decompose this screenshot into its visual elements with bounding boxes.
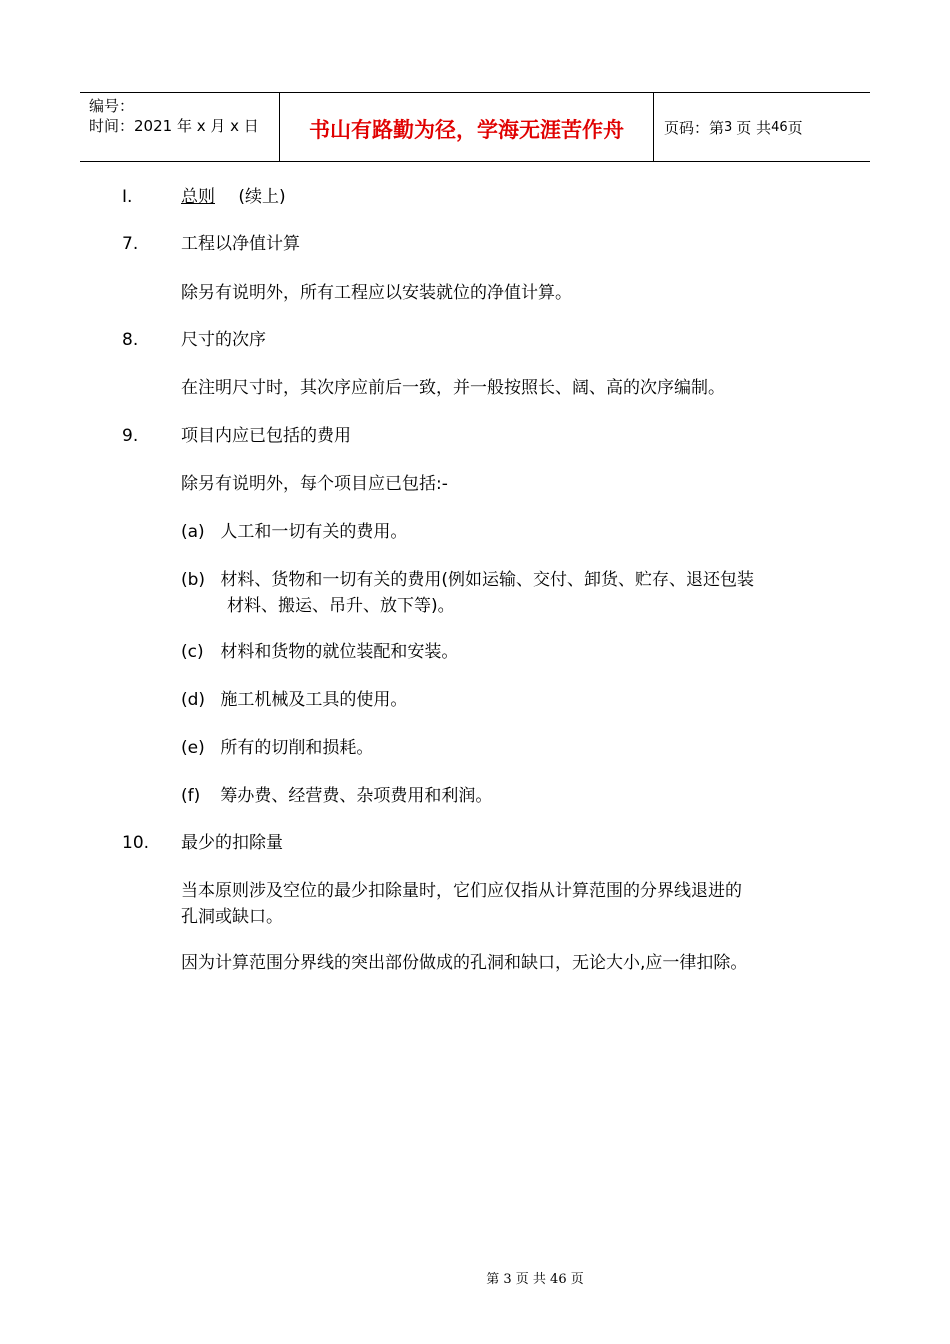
sub-item-label: (b) [181, 570, 206, 590]
item-10-body-2: 因为计算范围分界线的突出部份做成的孔洞和缺口，无论大小,应一律扣除。 [181, 953, 748, 973]
sub-item-text: 材料和货物的就位装配和安装。 [220, 642, 459, 662]
sub-item-c [181, 639, 831, 665]
sub-item-text: 所有的切削和损耗。 [220, 738, 374, 758]
sub-item-b [181, 567, 831, 619]
item-10-body-1-line-2: 孔洞或缺口。 [181, 907, 283, 927]
section-title-row [181, 184, 286, 210]
sub-item-label: (c) [181, 642, 204, 662]
sub-item-text: 筹办费、经营费、杂项费用和利润。 [220, 786, 493, 806]
page-suffix: 页 [787, 118, 803, 137]
sub-item-f [181, 783, 831, 809]
item-10-title: 最少的扣除量 [181, 833, 283, 853]
page-prefix: 页码：第 [664, 118, 725, 137]
item-8-num: 8. [122, 330, 139, 350]
time-label: 时间：2021 年 x 月 x 日 [89, 117, 259, 135]
serial-label: 编号： [89, 97, 135, 115]
sub-item-label: (d) [181, 690, 206, 710]
sub-item-label: (e) [181, 738, 205, 758]
sub-item-text: 施工机械及工具的使用。 [220, 690, 408, 710]
page-mid: 页 共 [736, 118, 772, 137]
sub-item-e [181, 735, 831, 761]
header-motto: 书山有路勤为径，学海无涯苦作舟 [280, 93, 654, 161]
item-8-body: 在注明尺寸时，其次序应前后一致，并一般按照长、阔、高的次序编制。 [181, 378, 725, 398]
sub-item-a [181, 519, 831, 545]
section-title: 总则 [181, 187, 215, 207]
sub-item-text: 材料、货物和一切有关的费用(例如运输、交付、卸货、贮存、退还包装 [220, 570, 755, 590]
page-total: 46 [771, 119, 788, 135]
section-suffix: (续上) [238, 187, 286, 207]
page-num: 3 [724, 119, 733, 135]
item-8-title: 尺寸的次序 [181, 330, 266, 350]
sub-item-text: 人工和一切有关的费用。 [220, 522, 408, 542]
header-meta [80, 93, 280, 161]
item-9-num: 9. [122, 426, 139, 446]
item-9-body: 除另有说明外，每个项目应已包括:- [181, 474, 448, 494]
item-7-num: 7. [122, 234, 139, 254]
header-page-number [654, 93, 870, 161]
item-7-title: 工程以净值计算 [181, 234, 300, 254]
item-10-num: 10. [122, 833, 150, 853]
sub-item-label: (a) [181, 522, 205, 542]
sub-item-label: (f) [181, 786, 201, 806]
item-7-body: 除另有说明外，所有工程应以安装就位的净值计算。 [181, 283, 572, 303]
page-footer: 第 3 页 共 46 页 [486, 1272, 584, 1287]
item-10-body-1-line-1: 当本原则涉及空位的最少扣除量时，它们应仅指从计算范围的分界线退进的 [181, 881, 742, 901]
section-num: I. [122, 187, 133, 207]
item-10-body-1 [181, 878, 831, 930]
sub-item-d [181, 687, 831, 713]
item-9-title: 项目内应已包括的费用 [181, 426, 351, 446]
document-header [80, 92, 870, 162]
sub-item-text-continued: 材料、搬运、吊升、放下等)。 [227, 596, 455, 616]
